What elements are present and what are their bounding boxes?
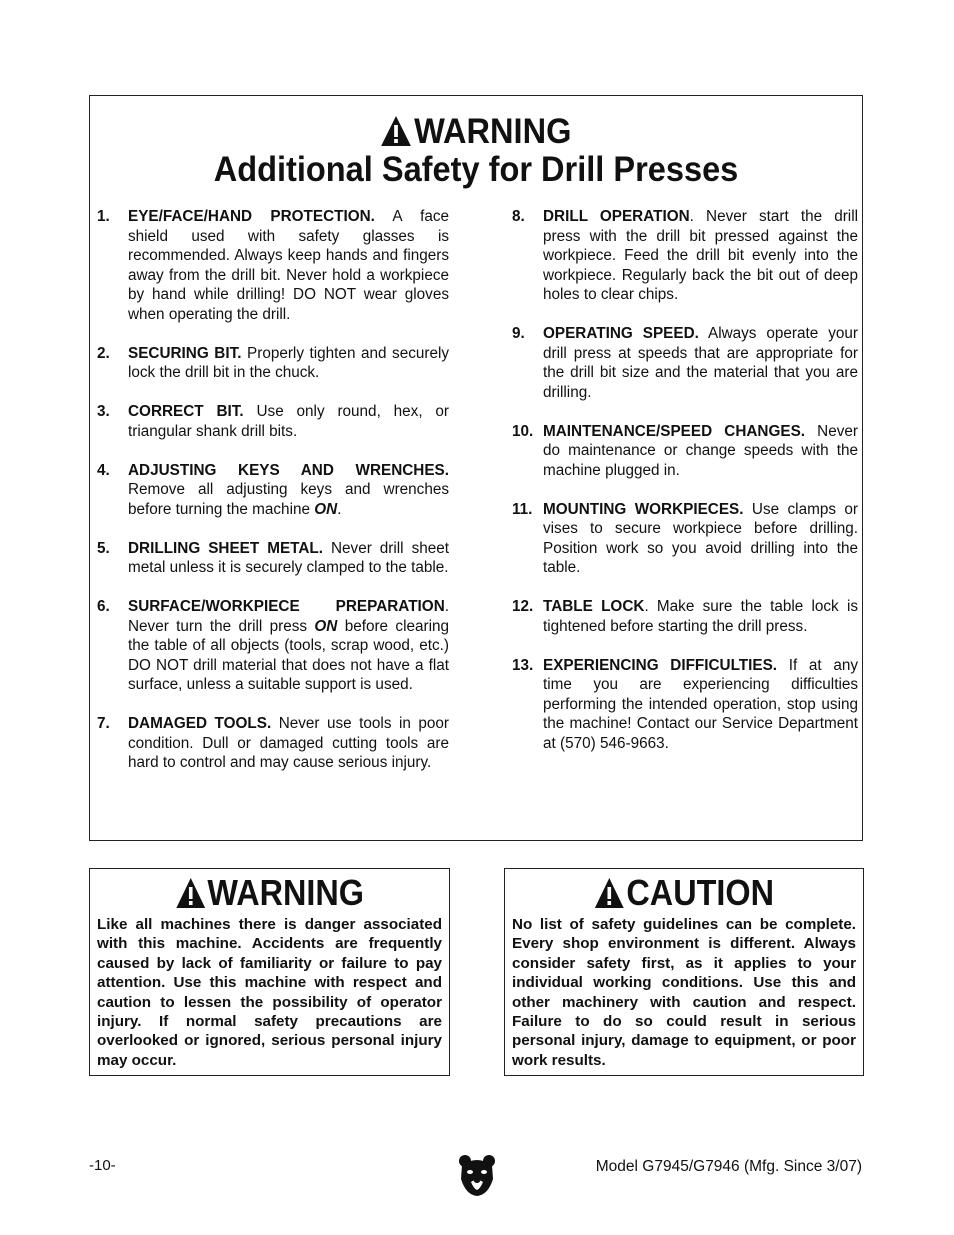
main-title: Additional Safety for Drill Presses <box>213 150 739 189</box>
item-body: Use clamps or vises to secure workpiece before drilling. Position work so you avoid drilling into the table. <box>543 500 858 576</box>
item-lead: SECURING BIT. <box>128 344 242 362</box>
item-number: 8. <box>512 208 525 225</box>
warning-box-text: Like all machines there is danger associated with this machine. Accidents are frequently caused by lack of familiarity or failure to pay attention. Use this machine with respect and caution to lessen the possibility of operator injury. If normal safety precautions are overlooked or ignored, serious personal injury may occur. <box>97 916 442 1069</box>
caution-triangle-icon <box>594 877 625 909</box>
warning-box-heading <box>108 873 431 913</box>
item-text <box>128 597 449 695</box>
item-number: 11. <box>512 500 533 518</box>
item-text <box>543 597 858 636</box>
safety-list-left <box>97 207 449 792</box>
item-text <box>128 539 449 578</box>
item-body: Never do maintenance or change speeds with the machine plugged in. <box>543 422 858 479</box>
page-number: -10- <box>89 1157 116 1174</box>
list-item <box>512 500 858 578</box>
item-lead: DRILL OPERATION <box>543 208 690 225</box>
item-lead: EYE/FACE/HAND PROTECTION. <box>128 208 375 225</box>
item-text <box>128 344 449 383</box>
item-body: . Never start the drill press with the drill bit pressed against the workpiece. Feed the drill bit evenly into the workpiece. Regularly back the bit out of deep holes to clear chips. <box>543 208 858 303</box>
item-body-end: . <box>337 500 342 518</box>
general-warning-box <box>89 868 450 1076</box>
item-text <box>128 402 449 441</box>
model-info: Model G7945/G7946 (Mfg. Since 3/07) <box>595 1158 862 1175</box>
warning-triangle-icon <box>175 877 206 909</box>
list-item <box>512 597 858 636</box>
warning-box-label: WARNING <box>207 872 364 913</box>
item-lead: MAINTENANCE/SPEED CHANGES. <box>543 422 806 440</box>
item-number: 6. <box>97 598 110 615</box>
item-lead: ADJUSTING KEYS AND WRENCHES. <box>128 461 449 479</box>
item-text <box>128 207 449 324</box>
item-lead: SURFACE/WORKPIECE PREPARATION <box>128 598 445 615</box>
item-number: 13. <box>512 656 534 674</box>
item-number: 3. <box>97 403 110 420</box>
item-emphasis: ON <box>314 617 338 635</box>
item-body: Never drill sheet metal unless it is securely clamped to the table. <box>128 539 449 576</box>
list-item <box>512 207 858 305</box>
item-number: 9. <box>512 325 525 342</box>
item-body: A face shield used with safety glasses is recommended. Always keep hands and fingers away from the drill bit. Never hold a workpiece by hand while drilling! DO NOT wear gloves when operating the drill. <box>128 208 449 323</box>
item-number: 5. <box>97 539 110 557</box>
safety-list-right <box>512 207 858 773</box>
item-text <box>128 714 449 773</box>
item-emphasis: ON <box>314 500 338 518</box>
list-item <box>97 207 449 324</box>
item-text <box>543 324 858 402</box>
item-text <box>128 461 449 520</box>
item-body-end: before clearing the table of all objects (tools, scrap wood, etc.) DO NOT drill material that does not have a flat surface, unless a suitable support is used. <box>128 617 449 693</box>
item-body: Remove all adjusting keys and wrenches before turning the machine <box>128 481 449 518</box>
warning-label: WARNING <box>414 112 572 151</box>
item-lead: OPERATING SPEED. <box>543 325 699 342</box>
main-warning-heading <box>116 112 836 152</box>
caution-box-label: CAUTION <box>626 872 774 913</box>
warning-triangle-icon <box>381 115 413 147</box>
item-text <box>543 207 858 305</box>
bear-logo-icon <box>458 1153 496 1197</box>
item-lead: DRILLING SHEET METAL. <box>128 539 323 557</box>
item-number: 2. <box>97 344 110 362</box>
list-item <box>97 461 449 520</box>
item-body: If at any time you are experiencing difficulties performing the intended operation, stop using the machine! Contact our Service Department at (570) 546-9663. <box>543 656 858 752</box>
item-lead: EXPERIENCING DIFFICULTIES. <box>543 656 778 674</box>
item-text <box>543 656 858 754</box>
list-item <box>97 344 449 383</box>
item-number: 7. <box>97 715 110 732</box>
caution-box-heading <box>523 873 845 913</box>
item-lead: MOUNTING WORKPIECES. <box>543 500 744 518</box>
list-item <box>512 422 858 481</box>
item-number: 4. <box>97 461 110 479</box>
list-item <box>97 539 449 578</box>
list-item <box>512 324 858 402</box>
item-lead: TABLE LOCK <box>543 598 645 615</box>
caution-box-text: No list of safety guidelines can be complete. Every shop environment is different. Always consider safety first, as it applies to your individual working conditions. Use this and other machinery with caution and respect. Failure to do so could result in serious personal injury, damage to equipment, or poor work results. <box>512 916 856 1069</box>
item-lead: DAMAGED TOOLS. <box>128 715 272 732</box>
list-item <box>97 402 449 441</box>
list-item <box>97 597 449 695</box>
caution-box <box>504 868 864 1076</box>
item-number: 1. <box>97 208 110 225</box>
item-body: . Never turn the drill press <box>128 598 449 635</box>
item-text <box>543 500 858 578</box>
list-item <box>512 656 858 754</box>
list-item <box>97 714 449 773</box>
item-text <box>543 422 858 481</box>
item-lead: CORRECT BIT. <box>128 403 244 420</box>
item-body: Properly tighten and securely lock the drill bit in the chuck. <box>128 344 450 381</box>
item-body: Never use tools in poor condition. Dull or damaged cutting tools are hard to control and may cause serious injury. <box>128 715 449 771</box>
item-number: 12. <box>512 598 534 615</box>
item-body: Use only round, hex, or triangular shank drill bits. <box>128 403 450 440</box>
item-body: Always operate your drill press at speeds that are appropriate for the drill bit size and the material that you are drilling. <box>543 325 858 401</box>
item-body: . Make sure the table lock is tightened before starting the drill press. <box>543 598 858 635</box>
item-number: 10. <box>512 422 534 440</box>
